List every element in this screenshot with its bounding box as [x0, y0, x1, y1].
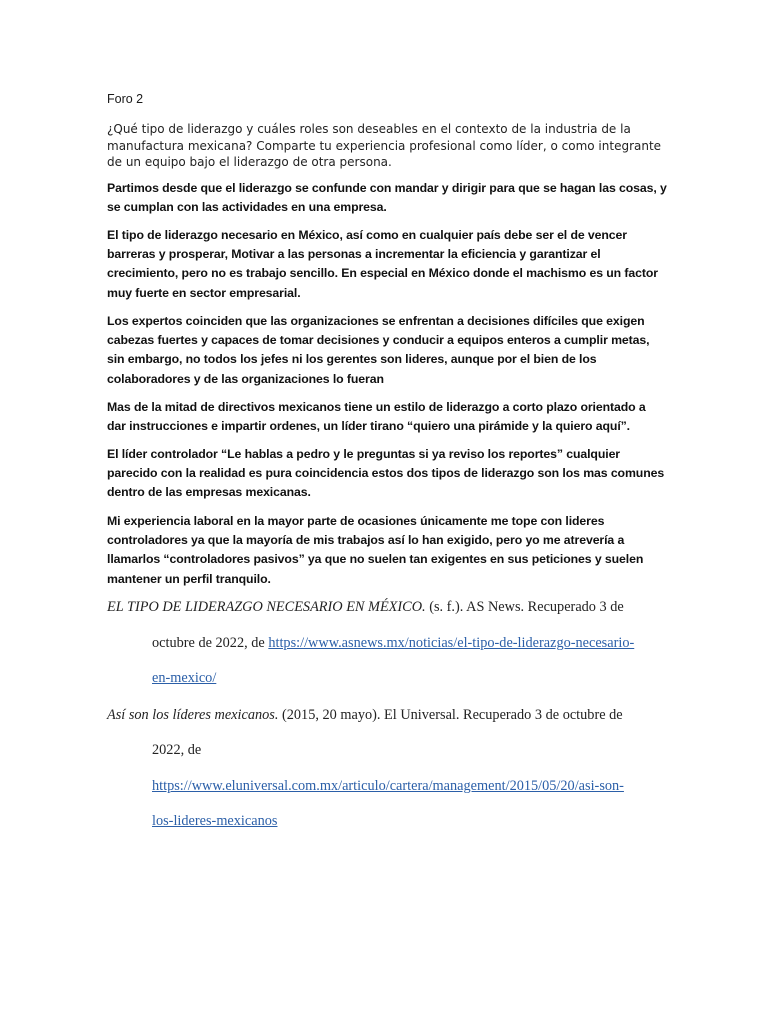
document-title: Foro 2 — [107, 92, 144, 106]
reference-1-details: (s. f.). AS News. Recuperado 3 de — [425, 599, 624, 615]
reference-1-link[interactable]: https://www.asnews.mx/noticias/el-tipo-de-liderazgo-necesario- — [268, 635, 635, 651]
reference-1 — [107, 598, 667, 616]
reference-1-date: octubre de 2022, de — [152, 635, 269, 651]
paragraph-3: Los expertos coinciden que las organizaciones se enfrentan a decisiones difíciles que exigen cabezas fuertes y capaces de tomar decisiones y conducir a equipos enteros a cumplir metas, sin embargo, no todos los jefes ni los gerentes son lideres, aunque por el bien de los colaboradores y de las organizaciones lo fueran — [107, 314, 650, 386]
paragraph-4: Mas de la mitad de directivos mexicanos tiene un estilo de liderazgo a corto plazo orientado a dar instrucciones e impartir ordenes, un líder tirano “quiero una pirámide y la quiero aquí”. — [107, 400, 646, 434]
paragraph-6: Mi experiencia laboral en la mayor parte de ocasiones únicamente me tope con lideres controladores ya que la mayoría de mis trabajos así lo han exigido, pero yo me atrevería a llamarlos “controladores pasivos” ya que no suelen tan exigentes en sus peticiones y suelen mantener un perfil tranquilo. — [107, 514, 644, 586]
reference-2 — [107, 706, 667, 724]
reference-2-link-line — [152, 777, 672, 795]
reference-2-date: 2022, de — [152, 742, 202, 758]
reference-2-title: Así son los líderes mexicanos. — [107, 707, 279, 723]
paragraph-2: El tipo de liderazgo necesario en México, así como en cualquier país debe ser el de vencer barreras y prosperar, Motivar a las personas a incrementar la eficiencia y garantizar el crecimiento, pero no es trabajo sencillo. En especial en México donde el machismo es un factor muy fuerte en sector empresarial. — [107, 228, 658, 300]
reference-1-continuation — [152, 634, 672, 652]
reference-2-link[interactable]: https://www.eluniversal.com.mx/articulo/cartera/management/2015/05/20/asi-son- — [152, 778, 624, 794]
reference-2-link-cont[interactable]: los-lideres-mexicanos — [152, 813, 278, 829]
reference-2-details: (2015, 20 mayo). El Universal. Recuperado 3 de octubre de — [278, 707, 623, 723]
paragraph-1: Partimos desde que el liderazgo se confunde con mandar y dirigir para que se hagan las cosas, y se cumplan con las actividades en una empresa. — [107, 181, 667, 215]
reference-1-title: EL TIPO DE LIDERAZGO NECESARIO EN MÉXICO. — [107, 599, 426, 615]
paragraph-5: El líder controlador “Le hablas a pedro y le preguntas si ya reviso los reportes” cualquier parecido con la realidad es pura coincidencia estos dos tipos de liderazgo son los mas comunes dentro de las empresas mexicanas. — [107, 447, 665, 500]
reference-1-link-wrap — [152, 669, 672, 687]
reference-1-link-cont[interactable]: en-mexico/ — [152, 670, 217, 686]
reference-2-link-wrap — [152, 812, 672, 830]
forum-question: ¿Qué tipo de liderazgo y cuáles roles son deseables en el contexto de la industria de la manufactura mexicana? Comparte tu experiencia profesional como líder, o como integrante de un equipo bajo el liderazgo de otra persona. — [107, 122, 662, 169]
